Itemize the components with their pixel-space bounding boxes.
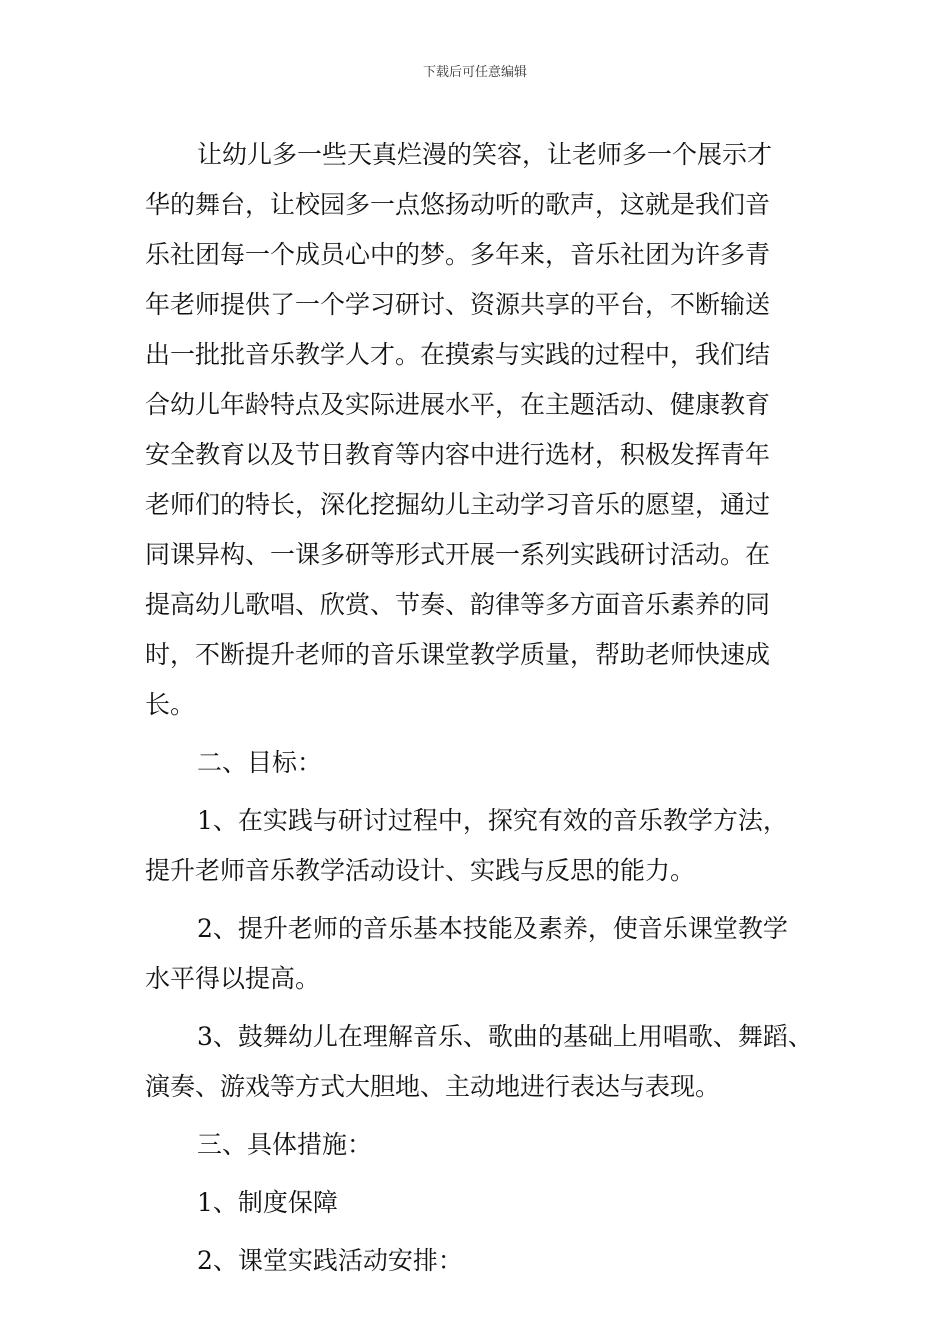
goal-item-2-continued: 水平得以提高。 (145, 964, 321, 993)
paragraph-line: 同课异构、一课多研等形式开展一系列实践研讨活动。在 (145, 540, 771, 569)
paragraph-line: 乐社团每一个成员心中的梦。多年来，音乐社团为许多青 (145, 240, 771, 269)
paragraph-line: 合幼儿年龄特点及实际进展水平，在主题活动、健康教育 (145, 390, 771, 419)
document-body (145, 130, 825, 1286)
goal-item-2: 2、提升老师的音乐基本技能及素养，使音乐课堂教学 (197, 914, 788, 943)
paragraph-line: 出一批批音乐教学人才。在摸索与实践的过程中，我们结 (145, 340, 771, 369)
goal-item-1-continued: 提升老师音乐教学活动设计、实践与反思的能力。 (145, 856, 696, 885)
paragraph-line: 安全教育以及节日教育等内容中进行选材，积极发挥青年 (145, 440, 771, 469)
goal-item-3-continued: 演奏、游戏等方式大胆地、主动地进行表达与表现。 (145, 1072, 721, 1101)
goal-item-1: 1、在实践与研讨过程中，探究有效的音乐教学方法， (197, 806, 788, 835)
paragraph-line: 华的舞台，让校园多一点悠扬动听的歌声，这就是我们音 (145, 190, 771, 219)
paragraph-line: 老师们的特长，深化挖掘幼儿主动学习音乐的愿望，通过 (145, 490, 771, 519)
measure-item-2: 2、课堂实践活动安排： (197, 1246, 463, 1275)
paragraph-line: 让幼儿多一些天真烂漫的笑容，让老师多一个展示才 (197, 140, 773, 169)
paragraph-line: 提高幼儿歌唱、欣赏、节奏、韵律等多方面音乐素养的同 (145, 590, 771, 619)
paragraph-line: 时，不断提升老师的音乐课堂教学质量，帮助老师快速成 (145, 640, 771, 669)
measure-item-1: 1、制度保障 (197, 1188, 338, 1217)
paragraph-line: 长。 (145, 690, 196, 719)
goal-item-3: 3、鼓舞幼儿在理解音乐、歌曲的基础上用唱歌、舞蹈、 (197, 1022, 813, 1051)
paragraph-line: 年老师提供了一个学习研讨、资源共享的平台，不断输送 (145, 290, 771, 319)
page-header-note: 下载后可任意编辑 (422, 65, 527, 80)
section-heading-measures: 三、具体措施： (197, 1130, 373, 1159)
section-heading-goals: 二、目标： (197, 748, 323, 777)
